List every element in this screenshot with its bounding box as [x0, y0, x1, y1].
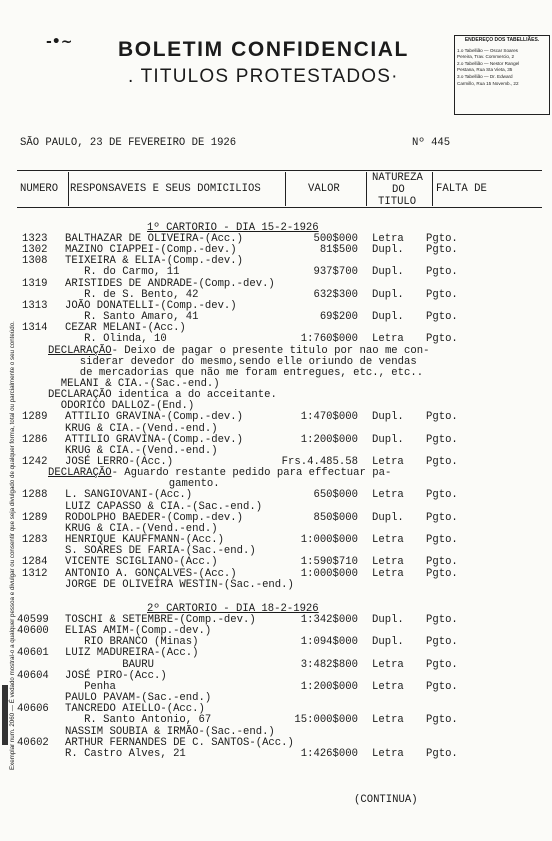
cell-natureza: Letra — [372, 333, 404, 346]
cell-numero: 1313 — [22, 299, 48, 312]
cell-valor: 650$000 — [313, 489, 358, 502]
cell-falta: Pgto. — [426, 614, 458, 626]
cell-responsavel: MAZINO CIAPPEI-(Comp.-dev.) — [65, 244, 237, 257]
cell-natureza: Dupl. — [372, 266, 404, 279]
cell-falta: Pgto. — [426, 511, 458, 524]
tabeliaes-line: Pereira, Trav. Commercio, 2 — [457, 54, 515, 60]
tabeliaes-line: Carmillo, Rua 15 Novemb., 22 — [457, 80, 519, 86]
cell-natureza: Dupl. — [372, 411, 404, 424]
cell-responsavel: LUIZ MADUREIRA-(Acc.) — [65, 647, 199, 660]
tabeliaes-address-box — [454, 35, 550, 115]
cell-valor: 937$700 — [313, 266, 358, 279]
cell-valor: 1:200$000 — [300, 433, 358, 446]
cell-numero: 1312 — [22, 567, 48, 580]
cell-valor: 1:342$000 — [300, 614, 358, 626]
col-divider — [366, 172, 367, 206]
cell-numero: 1314 — [22, 322, 48, 335]
cell-falta: Pgto. — [426, 433, 458, 446]
cell-responsavel: LUIZ CAPASSO & CIA.-(Sac.-end.) — [65, 500, 263, 513]
cell-falta: Pgto. — [426, 266, 458, 279]
cell-responsavel: PAULO PAVAM-(Sac.-end.) — [65, 692, 212, 705]
declaration-text: DECLARAÇÃO identica a do acceitante. — [48, 389, 277, 402]
cell-valor: 1:470$000 — [300, 411, 358, 424]
cell-falta: Pgto. — [426, 534, 458, 547]
cell-natureza: Dupl. — [372, 311, 404, 324]
cell-natureza: Dupl. — [372, 511, 404, 524]
cell-numero: 1284 — [22, 556, 48, 569]
cell-numero: 1289 — [22, 511, 48, 524]
header-rule-top — [17, 170, 542, 171]
cell-numero: 40599 — [17, 614, 49, 626]
cell-responsavel: S. SOARES DE FARIA-(Sac.-end.) — [65, 545, 256, 558]
cell-responsavel: R. Olinda, 10 — [65, 333, 167, 346]
cell-responsavel: TOSCHI & SETEMBRE-(Comp.-dev.) — [65, 614, 256, 626]
cell-falta: Pgto. — [426, 489, 458, 502]
cell-falta: Pgto. — [426, 411, 458, 424]
cell-natureza: Letra — [372, 489, 404, 502]
cell-falta: Pgto. — [426, 567, 458, 580]
cell-natureza: Letra — [372, 747, 404, 760]
sidebar-text: Exemplar num. 2060 — É vedado mostral-o a qualquer pessoa e divulgar ou consentir que seja divulgado de qualquer forma, total ou parcialmente o seu conteúdo. — [9, 321, 16, 770]
table-row — [0, 748, 552, 760]
cell-responsavel: JORGE DE OLIVEIRA WESTIN-(Sac.-end.) — [65, 578, 294, 591]
cell-numero: 1319 — [22, 277, 48, 290]
cell-responsavel: ATTILIO GRAVINA-(Comp.-dev.) — [65, 433, 244, 446]
cell-responsavel: BAURU — [65, 658, 155, 671]
cell-responsavel: KRUG & CIA.-(Vend.-end.) — [65, 444, 218, 457]
cell-numero: 1283 — [22, 534, 48, 547]
cell-numero: 40606 — [17, 703, 49, 716]
declaration-text: siderar devedor do mesmo,sendo elle oriundo de vendas — [48, 355, 417, 368]
cell-responsavel: JOSÉ LERRO-(Acc.) — [65, 456, 174, 468]
cell-falta: Pgto. — [426, 556, 458, 569]
tabeliaes-line: Pestana, Rua Sta Vieta, 35 — [457, 67, 513, 73]
cell-valor: Frs.4.485.58 — [281, 456, 358, 468]
cell-natureza: Letra — [372, 567, 404, 580]
cell-numero: 40601 — [17, 647, 49, 660]
cell-falta: Pgto. — [426, 311, 458, 324]
cell-responsavel: L. SANGIOVANI-(Acc.) — [65, 489, 193, 502]
cell-valor: 500$000 — [313, 233, 358, 245]
cell-numero: 1242 — [22, 456, 48, 468]
cell-responsavel: RODOLPHO BAEDER-(Comp.-dev.) — [65, 511, 244, 524]
cell-natureza: Letra — [372, 556, 404, 569]
declaration-text: gamento. — [48, 478, 220, 491]
cell-falta: Pgto. — [426, 288, 458, 301]
declaration-text: ODORICO DALLOZ-(End.) — [48, 400, 195, 413]
col-header-responsaveis: RESPONSAVEIS E SEUS DOMICILIOS — [70, 183, 261, 195]
cell-valor: 1:426$000 — [300, 747, 358, 760]
cell-falta: Pgto. — [426, 636, 458, 649]
col-header-valor: VALOR — [308, 183, 340, 195]
cell-falta: Pgto. — [426, 244, 458, 257]
cell-responsavel: RIO BRANCO (Minas) — [65, 636, 199, 649]
col-divider — [432, 172, 433, 206]
col-header-natureza-do: DO — [392, 184, 405, 196]
cell-natureza: Dupl. — [372, 614, 404, 626]
cell-falta: Pgto. — [426, 233, 458, 245]
cell-responsavel: BALTHAZAR DE OLIVEIRA-(Acc.) — [65, 233, 244, 245]
cell-valor: 1:760$000 — [300, 333, 358, 346]
tabeliaes-line: 2.o Tabellião — Nestor Rangel — [457, 60, 520, 66]
cell-responsavel: R. Santo Amaro, 41 — [65, 311, 199, 324]
declaration-text: de mercadorias que não me foram entregues, etc., etc.. — [48, 366, 424, 379]
declaration-text: MELANI & CIA.-(Sac.-end.) — [48, 377, 220, 390]
tabeliaes-line: 1.o Tabellião — Oscar Soares — [457, 47, 518, 53]
col-header-natureza-titulo: TITULO — [378, 196, 417, 208]
cell-responsavel: Penha — [65, 680, 116, 693]
cell-valor: 81$500 — [319, 244, 358, 257]
cell-responsavel: R. de S. Bento, 42 — [65, 288, 199, 301]
cell-natureza: Letra — [372, 233, 404, 245]
cell-falta: Pgto. — [426, 333, 458, 346]
col-header-falta: FALTA DE — [436, 183, 487, 195]
cell-responsavel: ARISTIDES DE ANDRADE-(Comp.-dev.) — [65, 277, 275, 290]
cell-falta: Pgto. — [426, 714, 458, 727]
col-divider — [285, 172, 286, 206]
cell-numero: 1289 — [22, 411, 48, 424]
cell-numero: 1302 — [22, 244, 48, 257]
cell-valor: 1:000$000 — [300, 567, 358, 580]
cell-responsavel: ANTONIO A. GONÇALVES-(Acc.) — [65, 567, 237, 580]
cell-numero: 1288 — [22, 489, 48, 502]
bulletin-number: Nº 445 — [412, 137, 451, 149]
cell-natureza: Dupl. — [372, 288, 404, 301]
declaration-text: DECLARAÇÃO- Deixo de pagar o presente titulo por nao me con- — [48, 344, 430, 357]
cell-natureza: Dupl. — [372, 433, 404, 446]
cell-natureza: Dupl. — [372, 636, 404, 649]
cell-responsavel: R. do Carmo, 11 — [65, 266, 180, 279]
cell-valor: 1:200$000 — [300, 680, 358, 693]
cell-valor: 632$300 — [313, 288, 358, 301]
cell-falta: Pgto. — [426, 680, 458, 693]
cell-responsavel: R. Castro Alves, 21 — [65, 747, 186, 760]
cell-falta: Pgto. — [426, 456, 458, 468]
cell-responsavel: NASSIM SOUBIA & IRMÃO-(Sac.-end.) — [65, 725, 275, 738]
col-header-numero: NUMERO — [20, 183, 59, 195]
col-header-natureza: NATUREZA — [372, 172, 423, 184]
cell-responsavel: ATTILIO GRAVINA-(Comp.-dev.) — [65, 411, 244, 424]
cell-responsavel: ELIAS AMIM-(Comp.-dev.) — [65, 625, 212, 638]
cell-natureza: Letra — [372, 456, 404, 468]
section-title-2: 2º CARTORIO - DIA 18-2-1926 — [147, 603, 319, 615]
cell-responsavel: JOÃO DONATELLI-(Comp.-dev.) — [65, 299, 237, 312]
cell-numero: 40600 — [17, 625, 49, 638]
cell-natureza: Letra — [372, 680, 404, 693]
continua-label: (CONTINUA) — [354, 794, 418, 806]
cell-responsavel: HENRIQUE KAUFFMANN-(Acc.) — [65, 534, 224, 547]
cell-valor: 69$200 — [319, 311, 358, 324]
cell-numero: 1323 — [22, 233, 48, 245]
cell-responsavel: KRUG & CIA.-(Vend.-end.) — [65, 422, 218, 435]
cell-falta: Pgto. — [426, 747, 458, 760]
header-mark: -•~ — [46, 34, 73, 50]
cell-natureza: Letra — [372, 714, 404, 727]
cell-valor: 850$000 — [313, 511, 358, 524]
cell-numero: 40602 — [17, 736, 49, 749]
cell-valor: 15:000$000 — [294, 714, 358, 727]
declaration-text: DECLARAÇÃO- Aguardo restante pedido para effectuar pa- — [48, 467, 392, 480]
cell-responsavel: ARTHUR FERNANDES DE C. SANTOS-(Acc.) — [65, 736, 294, 749]
cell-responsavel: TANCREDO AIELLO-(Acc.) — [65, 703, 205, 716]
cell-valor: 1:094$000 — [300, 636, 358, 649]
dateline: SÃO PAULO, 23 DE FEVEREIRO DE 1926 — [20, 137, 237, 149]
cell-responsavel: KRUG & CIA.-(Vend.-end.) — [65, 522, 218, 535]
col-divider — [68, 172, 69, 206]
cell-natureza: Dupl. — [372, 244, 404, 257]
section-title-1: 1º CARTORIO - DIA 15-2-1926 — [147, 222, 319, 234]
cell-numero: 40604 — [17, 669, 49, 682]
cell-valor: 3:482$800 — [300, 658, 358, 671]
bulletin-title: BOLETIM CONFIDENCIAL — [118, 38, 409, 61]
cell-valor: 1:590$710 — [300, 556, 358, 569]
cell-responsavel: JOSÉ PIRO-(Acc.) — [65, 669, 167, 682]
table-row — [0, 579, 552, 591]
cell-responsavel: CEZAR MELANI-(Acc.) — [65, 322, 186, 335]
cell-valor: 1:000$000 — [300, 534, 358, 547]
cell-falta: Pgto. — [426, 658, 458, 671]
header-rule-bottom — [17, 207, 542, 208]
cell-responsavel: R. Santo Antonio, 67 — [65, 714, 212, 727]
cell-responsavel: TEIXEIRA & ELIA-(Comp.-dev.) — [65, 255, 244, 268]
tabeliaes-line: 3.o Tabellião — Dr. Edward — [457, 73, 513, 79]
cell-numero: 1308 — [22, 255, 48, 268]
cell-numero: 1286 — [22, 433, 48, 446]
bulletin-subtitle: . TITULOS PROTESTADOS· — [128, 66, 399, 87]
cell-natureza: Letra — [372, 658, 404, 671]
tabeliaes-heading: ENDEREÇO DOS TABELLIÃES. — [464, 37, 540, 43]
cell-responsavel: VICENTE SCIGLIANO-(Acc.) — [65, 556, 218, 569]
cell-natureza: Letra — [372, 534, 404, 547]
